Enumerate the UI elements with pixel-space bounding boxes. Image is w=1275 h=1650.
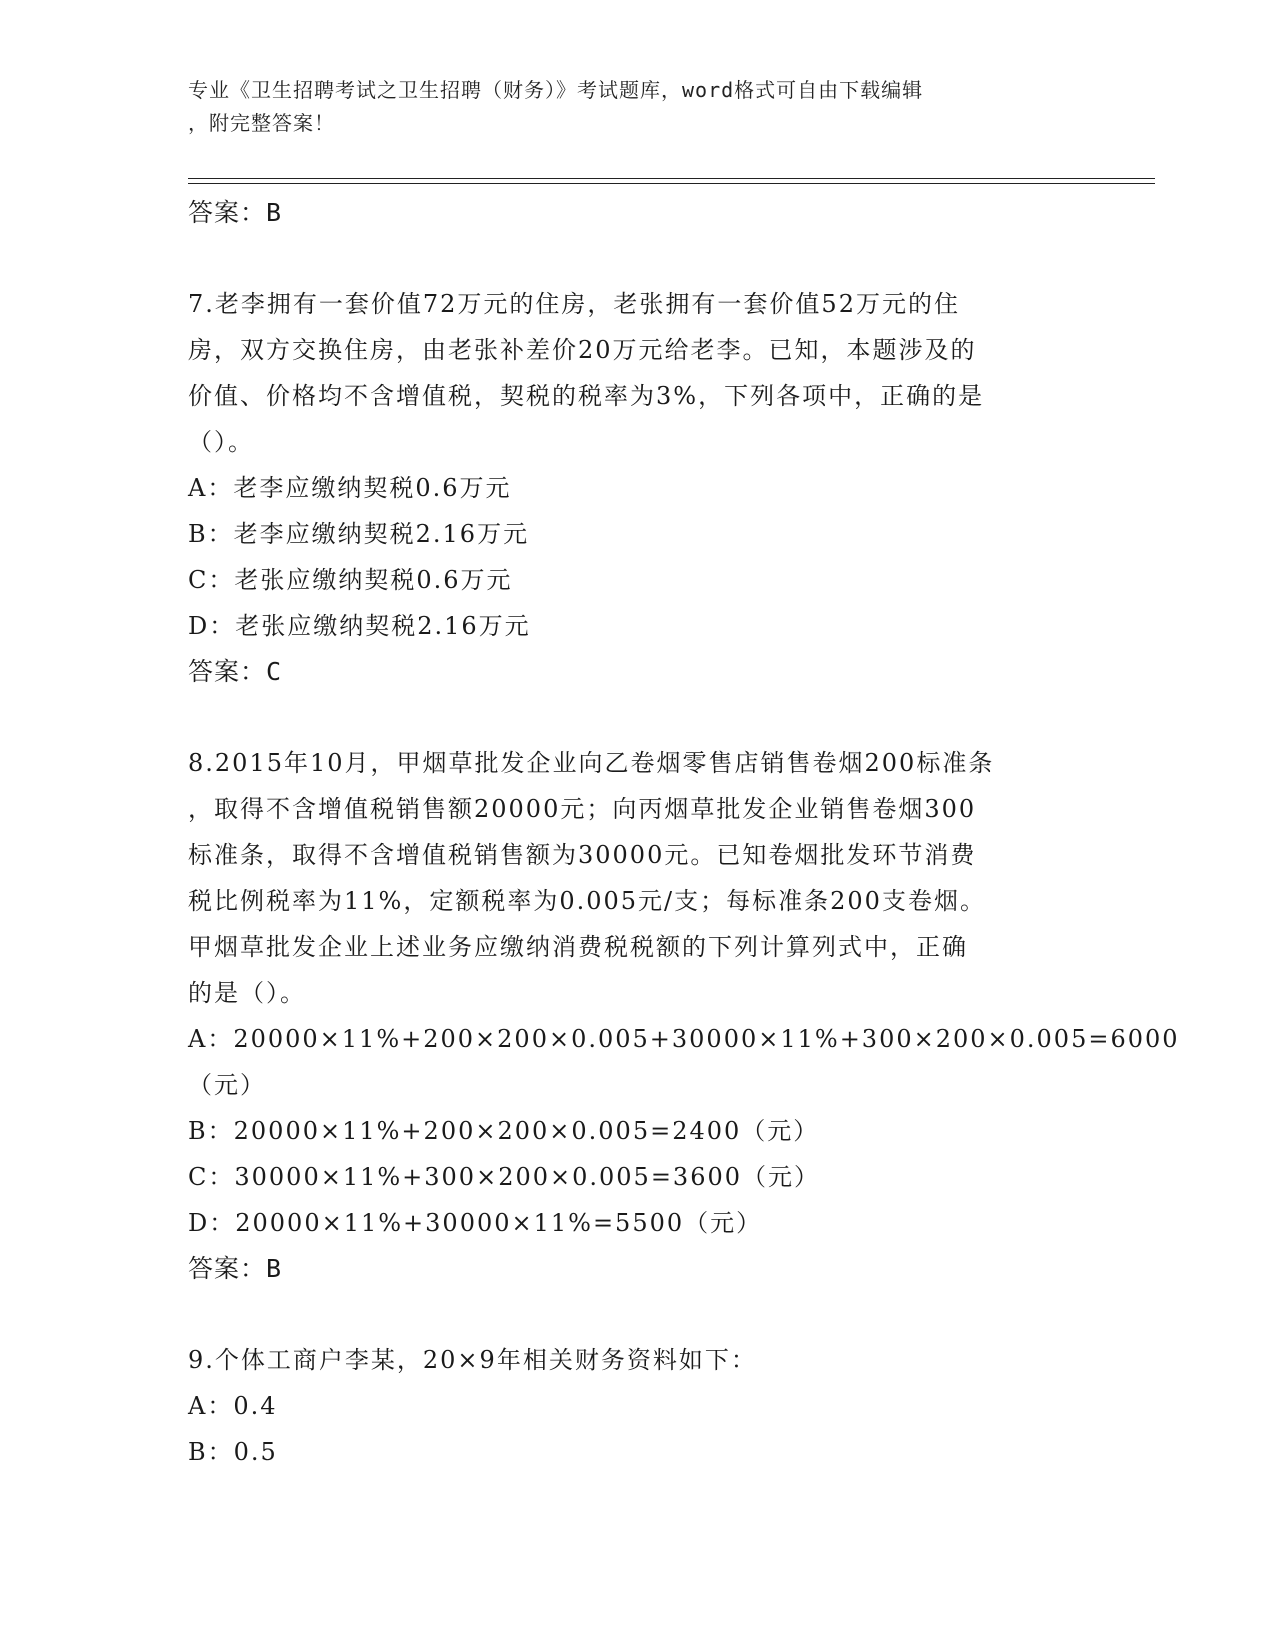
header-line-2: ，附完整答案！ (188, 111, 335, 135)
document-body (188, 190, 1180, 1475)
question-stem-line: ，取得不含增值税销售额20000元；向丙烟草批发企业销售卷烟300 (188, 795, 977, 823)
question-stem-line: 7.老李拥有一套价值72万元的住房，老张拥有一套价值52万元的住 (188, 290, 960, 318)
header-line-1: 专业《卫生招聘考试之卫生招聘（财务）》考试题库，word格式可自由下载编辑 (188, 78, 924, 102)
question-9 (188, 1337, 1088, 1475)
question-stem-line: （）。 (188, 428, 254, 456)
question-7 (188, 281, 1088, 695)
question-stem-line: 8.2015年10月，甲烟草批发企业向乙卷烟零售店销售卷烟200标准条 (188, 749, 995, 777)
spacer (188, 1292, 1088, 1337)
question-stem-line: 价值、价格均不含增值税，契税的税率为3%，下列各项中，正确的是 (188, 382, 985, 410)
option-a-continued: （元） (188, 1071, 266, 1099)
answer: 答案：C (188, 657, 283, 686)
question-stem-line: 税比例税率为11%，定额税率为0.005元/支；每标准条200支卷烟。 (188, 887, 986, 915)
spacer (188, 695, 1088, 740)
option-a: A：0.4 (188, 1392, 278, 1420)
question-8 (188, 740, 1180, 1292)
option-a: A：20000×11%+200×200×0.005+30000×11%+300×200×0.005=6000 (188, 1025, 1180, 1053)
question-stem-line: 标准条，取得不含增值税销售额为30000元。已知卷烟批发环节消费 (188, 841, 977, 869)
option-b: B：0.5 (188, 1438, 278, 1466)
document-header (188, 74, 1078, 140)
answer: 答案：B (188, 1254, 283, 1283)
header-divider-top (188, 178, 1155, 179)
spacer (188, 236, 1088, 281)
option-b: B：20000×11%+200×200×0.005=2400（元） (188, 1117, 820, 1145)
header-divider-bottom (188, 183, 1155, 184)
question-stem-line: 的是（）。 (188, 979, 306, 1007)
option-a: A：老李应缴纳契税0.6万元 (188, 474, 512, 502)
option-b: B：老李应缴纳契税2.16万元 (188, 520, 530, 548)
question-stem-line: 甲烟草批发企业上述业务应缴纳消费税税额的下列计算列式中，正确 (188, 933, 968, 961)
previous-answer: 答案：B (188, 198, 283, 227)
option-d: D：老张应缴纳契税2.16万元 (188, 612, 531, 640)
option-d: D：20000×11%+30000×11%=5500（元） (188, 1209, 763, 1237)
question-stem-line: 9.个体工商户李某，20×9年相关财务资料如下： (188, 1346, 757, 1374)
option-c: C：30000×11%+300×200×0.005=3600（元） (188, 1163, 821, 1191)
option-c: C：老张应缴纳契税0.6万元 (188, 566, 513, 594)
question-stem-line: 房，双方交换住房，由老张补差价20万元给老李。已知，本题涉及的 (188, 336, 977, 364)
